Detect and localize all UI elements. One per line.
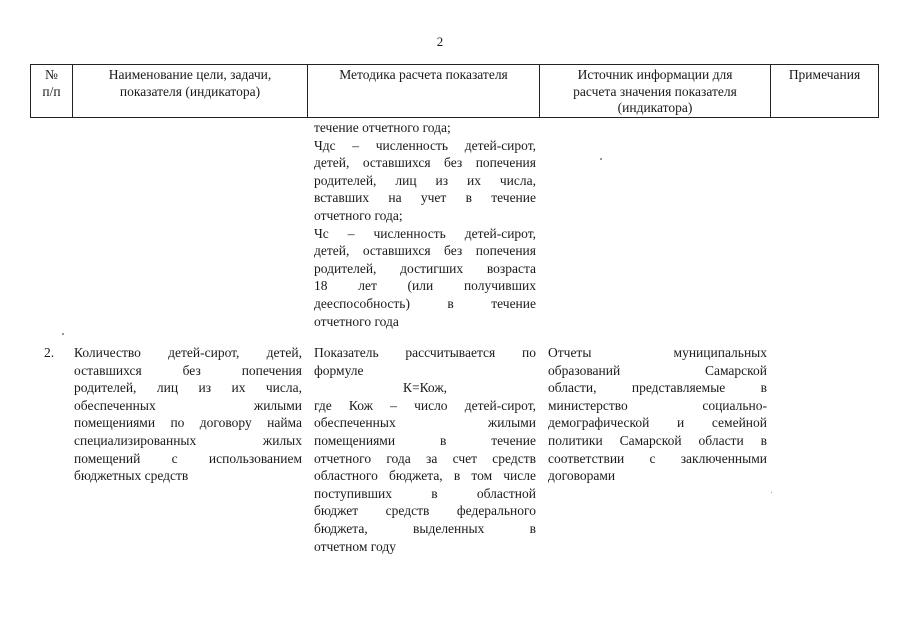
text-line: вставших на учет в течение xyxy=(314,190,536,206)
text-line: демографической и семейной xyxy=(548,415,767,431)
text-line: Показатель рассчитывается по xyxy=(314,345,536,360)
text-line: обеспеченных жилыми xyxy=(74,397,302,413)
header-text: показателя (индикатора) xyxy=(119,83,261,99)
text-line: детей, оставшихся без попечения xyxy=(314,243,536,259)
header-col-source xyxy=(540,64,771,118)
text-line: формуле xyxy=(314,362,364,378)
row-number: 2. xyxy=(44,345,55,360)
text-line: отчетном году xyxy=(314,538,396,554)
text-line: бюджет средств федерального xyxy=(314,503,536,519)
text-line: договорами xyxy=(548,468,616,484)
text-line: дееспособность) в течение xyxy=(314,295,536,311)
text-line: детей, оставшихся без попечения xyxy=(314,155,536,171)
text-line: бюджетных средств xyxy=(74,468,189,484)
text-line: специализированных жилых xyxy=(74,432,302,448)
header-text: Методика расчета показателя xyxy=(339,67,508,82)
page-number: 2 xyxy=(436,34,444,49)
header-col-name xyxy=(73,64,308,118)
scan-speck xyxy=(771,492,772,493)
text-line: поступивших в областной xyxy=(314,485,536,501)
header-col-notes xyxy=(771,64,879,118)
header-col-number xyxy=(30,64,73,118)
text-line: родителей, лиц из их числа, xyxy=(314,172,536,188)
header-text: расчета значения показателя xyxy=(573,83,737,99)
text-line: соответствии с заключенными xyxy=(548,450,767,466)
formula: К=Кож, xyxy=(402,380,448,396)
text-line: отчетного года; xyxy=(314,207,403,223)
header-text: № xyxy=(45,67,58,82)
text-line: области, представляемые в xyxy=(548,380,767,396)
text-line: течение отчетного года; xyxy=(314,120,451,135)
text-line: родителей, достигших возраста xyxy=(314,260,536,276)
text-line: отчетного года за счет средств xyxy=(314,450,536,466)
text-line: где Кож – число детей-сирот, xyxy=(314,397,536,413)
text-line: помещениями по договору найма xyxy=(74,415,302,431)
text-line: Отчеты муниципальных xyxy=(548,345,767,360)
text-line: Количество детей-сирот, детей, xyxy=(74,345,302,360)
text-line: политики Самарской области в xyxy=(548,432,767,448)
indicator-name xyxy=(74,344,302,485)
calculation-method xyxy=(314,344,536,555)
text-line: Чдс – численность детей-сирот, xyxy=(314,137,536,153)
text-line: образований Самарской xyxy=(548,362,767,378)
text-line: помещений с использованием xyxy=(74,450,302,466)
text-line: родителей, лиц из их числа, xyxy=(74,380,302,396)
header-col-method xyxy=(308,64,540,118)
header-text: (индикатора) xyxy=(617,100,693,115)
text-line: обеспеченных жилыми xyxy=(314,415,536,431)
method-continuation xyxy=(314,119,536,330)
header-text: Источник информации для xyxy=(577,67,733,82)
text-line: отчетного года xyxy=(314,313,399,329)
text-line: министерство социально- xyxy=(548,397,767,413)
text-line: областного бюджета, в том числе xyxy=(314,468,536,484)
text-line: Чс – численность детей-сирот, xyxy=(314,225,536,241)
header-text: Примечания xyxy=(788,67,861,82)
text-line: оставшихся без попечения xyxy=(74,362,302,378)
text-line: бюджета, выделенных в xyxy=(314,520,536,536)
header-text: п/п xyxy=(42,83,61,99)
scan-speck xyxy=(600,158,602,160)
header-text: Наименование цели, задачи, xyxy=(108,67,272,82)
scan-speck xyxy=(62,333,64,335)
text-line: 18 лет (или получивших xyxy=(314,278,536,294)
text-line: помещениями в течение xyxy=(314,432,536,448)
information-source xyxy=(548,344,767,485)
